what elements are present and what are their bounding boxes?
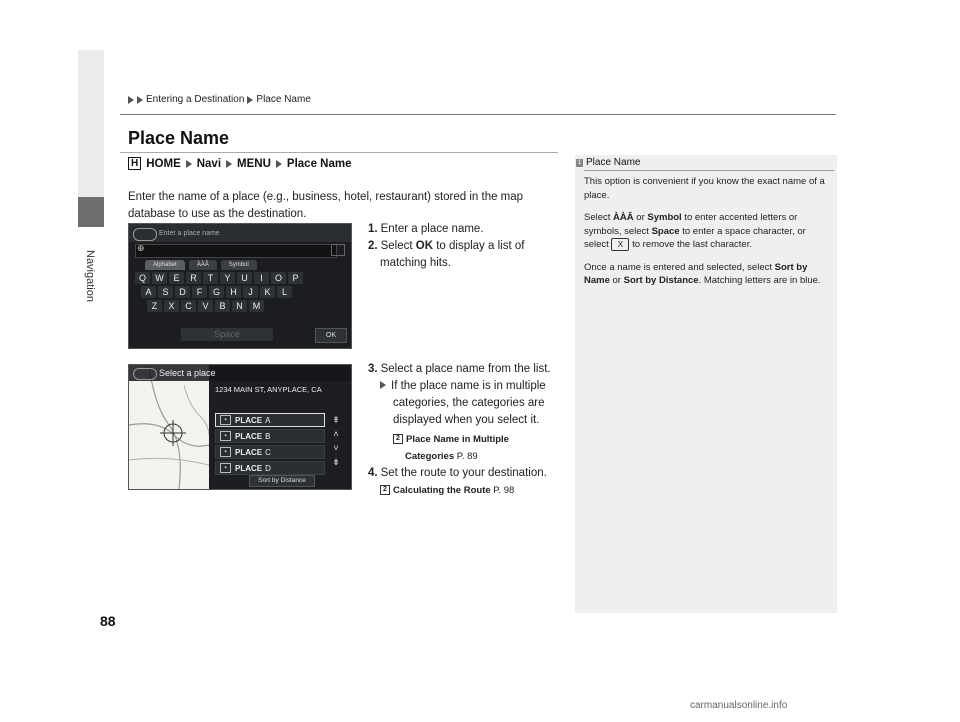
address-text: 1234 MAIN ST, ANYPLACE, CA	[215, 385, 322, 394]
step-sub-text: If the place name is in multiple	[391, 380, 546, 392]
list-item[interactable]: ▪ PLACE D	[215, 461, 325, 475]
triangle-icon	[380, 381, 386, 389]
scroll-up-icon[interactable]: ˄	[333, 429, 339, 439]
steps-3-4	[368, 361, 551, 499]
note-paragraph: Once a name is entered and selected, select Sort by Name or Sort by Distance. Matching letters are in blue.	[584, 261, 821, 287]
globe-icon[interactable]: ⊕	[137, 243, 145, 253]
place-list	[215, 413, 325, 477]
path-item: Place Name	[286, 157, 352, 170]
cross-reference[interactable]	[368, 431, 551, 448]
intro-text: Enter the name of a place (e.g., business, hotel, restaurant) stored in the map database to use as the destination.	[128, 191, 524, 220]
key-i[interactable]: I	[254, 272, 269, 284]
triangle-icon	[247, 96, 253, 104]
keyboard-row	[135, 272, 303, 284]
category-icon: ▪	[220, 447, 231, 457]
place-list-screen	[128, 364, 352, 490]
triangle-icon	[137, 96, 143, 104]
step-text: to display a list of	[436, 240, 525, 252]
step-number: 3.	[368, 363, 378, 375]
key-e[interactable]: E	[169, 272, 184, 284]
back-button[interactable]	[133, 368, 157, 380]
keyboard-tabs	[145, 260, 257, 270]
screen-header-text: Enter a place name	[159, 230, 220, 237]
key-d[interactable]: D	[175, 286, 190, 298]
key-k[interactable]: K	[260, 286, 275, 298]
key-p[interactable]: P	[288, 272, 303, 284]
triangle-icon	[186, 160, 192, 168]
scroll-bottom-icon[interactable]: ⇟	[332, 457, 340, 467]
category-icon: ▪	[220, 415, 231, 425]
reference-title[interactable]: Categories	[405, 451, 455, 462]
path-home: HOME	[146, 157, 181, 170]
key-y[interactable]: Y	[220, 272, 235, 284]
note-body	[584, 175, 829, 297]
key-t[interactable]: T	[203, 272, 218, 284]
step-number: 1.	[368, 223, 378, 235]
path-item: Navi	[196, 157, 222, 170]
home-icon: H	[128, 157, 141, 170]
keyboard-screen	[128, 223, 352, 349]
key-f[interactable]: F	[192, 286, 207, 298]
step-text: Select a place name from the list.	[380, 363, 551, 375]
key-j[interactable]: J	[243, 286, 258, 298]
cross-reference[interactable]	[368, 482, 551, 499]
screen-header-text: Select a place	[159, 368, 216, 378]
key-l[interactable]: L	[277, 286, 292, 298]
watermark: carmanualsonline.info	[690, 700, 788, 711]
category-icon: ▪	[220, 463, 231, 473]
steps-1-2	[368, 221, 524, 272]
delete-button[interactable]	[331, 244, 345, 256]
reference-arrow-icon: 2	[393, 434, 403, 444]
triangle-icon	[276, 160, 282, 168]
note-paragraph: Select ÀÀÂ or Symbol to enter accented letters or symbols, select Space to enter a space character, or select X to remove the last character.	[584, 212, 806, 251]
step-text: Set the route to your destination.	[380, 467, 547, 479]
key-h[interactable]: H	[226, 286, 241, 298]
section-label: Navigation	[84, 250, 96, 302]
key-b[interactable]: B	[215, 300, 230, 312]
key-u[interactable]: U	[237, 272, 252, 284]
key-x[interactable]: X	[164, 300, 179, 312]
note-heading	[576, 157, 640, 168]
reference-page: P. 89	[456, 451, 478, 462]
key-a[interactable]: A	[141, 286, 156, 298]
breadcrumb-item[interactable]: Entering a Destination	[146, 94, 245, 105]
ok-label: OK	[415, 240, 434, 252]
scroll-top-icon[interactable]: ⇞	[332, 415, 340, 425]
keyboard-row	[147, 300, 303, 312]
tab-symbol[interactable]: Symbol	[221, 260, 257, 270]
key-s[interactable]: S	[158, 286, 173, 298]
title-rule	[120, 152, 558, 153]
key-m[interactable]: M	[249, 300, 264, 312]
key-g[interactable]: G	[209, 286, 224, 298]
triangle-icon	[128, 96, 134, 104]
key-n[interactable]: N	[232, 300, 247, 312]
side-strip	[78, 50, 104, 220]
scroll-down-icon[interactable]: ˅	[333, 443, 339, 453]
delete-key-icon: X	[611, 238, 629, 251]
menu-path	[128, 157, 351, 170]
key-q[interactable]: Q	[135, 272, 150, 284]
triangle-icon	[226, 160, 232, 168]
key-c[interactable]: C	[181, 300, 196, 312]
space-key[interactable]: Space	[181, 328, 273, 341]
sort-by-distance-button[interactable]: Sort by Distance	[249, 475, 315, 487]
tab-accent[interactable]: ÀÀÂ	[189, 260, 217, 270]
step-text: Enter a place name.	[380, 223, 484, 235]
list-item[interactable]: ▪ PLACE C	[215, 445, 325, 459]
page-number: 88	[100, 613, 116, 629]
ok-button[interactable]: OK	[315, 328, 347, 343]
scroll-controls	[329, 413, 343, 469]
place-name-input[interactable]	[135, 244, 337, 258]
keyboard	[135, 272, 303, 314]
keyboard-row	[141, 286, 303, 298]
key-o[interactable]: O	[271, 272, 286, 284]
key-w[interactable]: W	[152, 272, 167, 284]
reference-page: P. 98	[493, 485, 515, 496]
cross-reference[interactable]	[368, 448, 551, 465]
step-number: 2.	[368, 240, 378, 252]
header-rule	[120, 114, 836, 115]
tab-alphabet[interactable]: Alphabet	[145, 260, 185, 270]
step-sub-text: categories, the categories are	[393, 397, 545, 409]
note-title: Place Name	[586, 157, 641, 168]
page-title: Place Name	[128, 128, 230, 148]
note-number: 1	[577, 159, 582, 166]
reference-title[interactable]: Place Name in Multiple	[406, 434, 509, 445]
key-v[interactable]: V	[198, 300, 213, 312]
reference-arrow-icon: 2	[380, 485, 390, 495]
step-number: 4.	[368, 467, 378, 479]
note-paragraph: This option is convenient if you know the exact name of a place.	[584, 176, 825, 201]
step-sub-text: displayed when you select it.	[393, 414, 540, 426]
back-button[interactable]	[133, 228, 157, 241]
section-tab-marker	[78, 197, 104, 227]
category-icon: ▪	[220, 431, 231, 441]
reference-title[interactable]: Calculating the Route	[393, 485, 491, 496]
breadcrumb-item[interactable]: Place Name	[256, 94, 311, 105]
note-rule	[584, 170, 834, 171]
path-item: MENU	[237, 157, 271, 170]
list-item[interactable]: ▪ PLACE A	[215, 413, 325, 427]
breadcrumb	[128, 94, 311, 105]
step-text: Select	[380, 240, 413, 252]
map-view[interactable]	[129, 365, 209, 489]
key-z[interactable]: Z	[147, 300, 162, 312]
step-text: matching hits.	[380, 257, 451, 269]
key-r[interactable]: R	[186, 272, 201, 284]
list-item[interactable]: ▪ PLACE B	[215, 429, 325, 443]
